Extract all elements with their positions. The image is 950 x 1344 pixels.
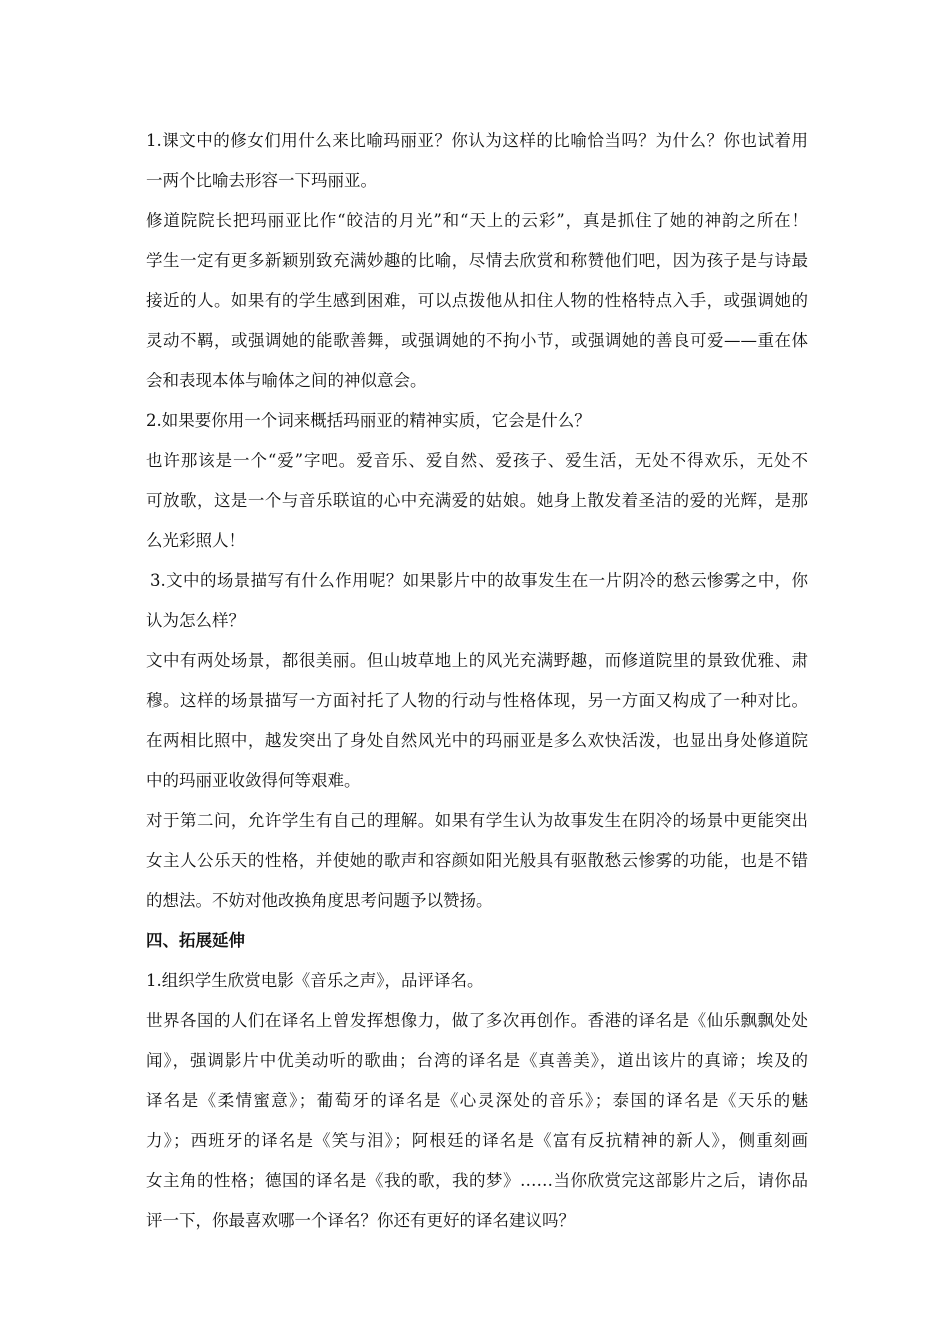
section-heading: 四、拓展延伸 [146,931,245,950]
answer-2-line-1: 也许那该是一个“爱”字吧。爱音乐、爱自然、爱孩子、爱生活，无处不得欢乐，无处不 [146,451,808,470]
answer-1-line-2: 学生一定有更多新颖别致充满妙趣的比喻，尽情去欣赏和称赞他们吧，因为孩子是与诗最 [146,251,808,270]
answer-3b-line-1: 对于第二问，允许学生有自己的理解。如果有学生认为故事发生在阴冷的场景中更能突出 [146,811,808,830]
answer-3-line-2: 穆。这样的场景描写一方面衬托了人物的行动与性格体现，另一方面又构成了一种对比。 [146,691,808,710]
extension-item-1: 1.组织学生欣赏电影《音乐之声》，品评译名。 [146,971,484,990]
question-1-line-1: 1.课文中的修女们用什么来比喻玛丽亚？你认为这样的比喻恰当吗？为什么？你也试着用 [146,131,808,150]
extension-para-line-2: 闻》，强调影片中优美动听的歌曲；台湾的译名是《真善美》，道出该片的真谛；埃及的 [146,1051,808,1070]
extension-para-line-6: 评一下，你最喜欢哪一个译名？你还有更好的译名建议吗？ [146,1211,575,1230]
answer-1-line-1: 修道院院长把玛丽亚比作“皎洁的月光”和“天上的云彩”，真是抓住了她的神韵之所在！ [146,211,808,230]
question-3-line-1: 3.文中的场景描写有什么作用呢？如果影片中的故事发生在一片阴冷的愁云惨雾之中，你 [150,571,808,590]
answer-1-line-4: 灵动不羁，或强调她的能歌善舞，或强调她的不拘小节，或强调她的善良可爱——重在体 [146,331,808,350]
answer-2-line-3: 么光彩照人！ [146,531,245,550]
answer-3-line-4: 中的玛丽亚收敛得何等艰难。 [146,771,361,790]
question-3-line-2: 认为怎么样？ [146,611,245,630]
extension-para-line-3: 译名是《柔情蜜意》；葡萄牙的译名是《心灵深处的音乐》；泰国的译名是《天乐的魅 [146,1091,808,1110]
answer-2-line-2: 可放歌，这是一个与音乐联谊的心中充满爱的姑娘。她身上散发着圣洁的爱的光辉，是那 [146,491,808,510]
question-2: 2.如果要你用一个词来概括玛丽亚的精神实质，它会是什么？ [146,411,591,430]
question-1-line-2: 一两个比喻去形容一下玛丽亚。 [146,171,377,190]
answer-3-line-1: 文中有两处场景，都很美丽。但山坡草地上的风光充满野趣，而修道院里的景致优雅、肃 [146,651,808,670]
extension-para-line-1: 世界各国的人们在译名上曾发挥想像力，做了多次再创作。香港的译名是《仙乐飘飘处处 [146,1011,808,1030]
document-body [146,121,808,1241]
extension-para-line-5: 女主角的性格；德国的译名是《我的歌，我的梦》……当你欣赏完这部影片之后，请你品 [146,1171,808,1190]
answer-1-line-5: 会和表现本体与喻体之间的神似意会。 [146,371,427,390]
extension-para-line-4: 力》；西班牙的译名是《笑与泪》；阿根廷的译名是《富有反抗精神的新人》，侧重刻画 [146,1131,808,1150]
answer-1-line-3: 接近的人。如果有的学生感到困难，可以点拨他从扣住人物的性格特点入手，或强调她的 [146,291,808,310]
answer-3-line-3: 在两相比照中，越发突出了身处自然风光中的玛丽亚是多么欢快活泼，也显出身处修道院 [146,731,808,750]
answer-3b-line-2: 女主人公乐天的性格，并使她的歌声和容颜如阳光般具有驱散愁云惨雾的功能，也是不错 [146,851,808,870]
answer-3b-line-3: 的想法。不妨对他改换角度思考问题予以赞扬。 [146,891,493,910]
